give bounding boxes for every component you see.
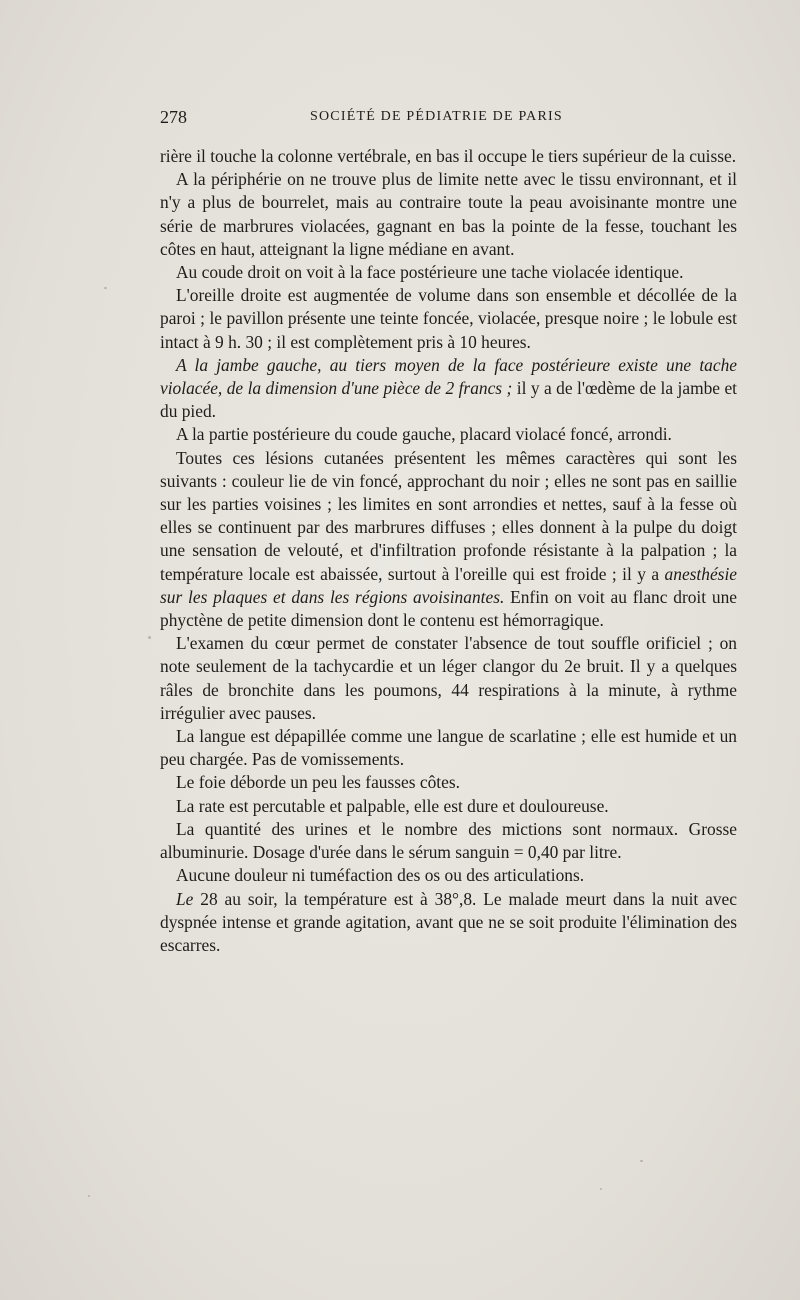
page-header: [160, 107, 737, 131]
text-run: 28 au soir, la température est à 38°,8. Le malade meurt dans la nuit avec dyspnée intense et grande agitation, avant que ne se soit produite l'élimination des escarres.: [160, 888, 737, 955]
text-run: L'oreille droite est augmentée de volume dans son ensemble et décollée de la paroi ; le pavillon présente une teinte foncée, violacée, presque noire ; le lobule est intact à 9 h. 30 ; il est complètement pris à 10 heures.: [160, 285, 737, 352]
paragraph: [160, 725, 737, 771]
text-run: il y a de l'œdème de la jambe et du pied.: [160, 378, 738, 422]
print-speck: [104, 287, 107, 289]
italic-run: anesthésie sur les plaques et dans les régions avoisinantes.: [160, 563, 737, 607]
print-speck: [148, 636, 151, 639]
italic-run: Le: [176, 888, 194, 909]
body-text: [160, 145, 737, 957]
paragraph: [160, 795, 737, 818]
text-run: Enfin on voit au flanc droit une phyctène de petite dimension dont le contenu est hémorragique.: [160, 586, 737, 631]
paragraph: [160, 771, 737, 794]
text-run: rière il touche la colonne vertébrale, en bas il occupe le tiers supérieur de la cuisse.: [160, 146, 737, 166]
paragraph: [160, 284, 737, 354]
paragraph: [160, 354, 737, 424]
text-run: L'examen du cœur permet de constater l'absence de tout souffle orificiel ; on note seulement de la tachycardie et un léger clangor du 2e bruit. Il y a quelques râles de bronchite dans les poumons, 44 respirations à la minute, à rythme irrégulier avec pauses.: [160, 633, 737, 723]
paragraph: [160, 168, 737, 261]
paragraph: [160, 447, 737, 633]
running-title: SOCIÉTÉ DE PÉDIATRIE DE PARIS: [310, 109, 563, 124]
text-run: A la partie postérieure du coude gauche, placard violacé foncé, arrondi.: [176, 424, 672, 445]
page-number: 278: [160, 107, 187, 127]
italic-run: A la jambe gauche, au tiers moyen de la face postérieure existe une tache violacée, de la dimension d'une pièce de 2 francs ;: [160, 354, 737, 399]
print-speck: [640, 1160, 643, 1162]
paragraph: [160, 423, 737, 446]
print-speck: [88, 1195, 90, 1197]
text-run: Aucune douleur ni tuméfaction des os ou des articulations.: [176, 865, 585, 886]
paragraph: [160, 145, 737, 168]
paragraph: [160, 261, 737, 284]
text-run: Au coude droit on voit à la face postérieure une tache violacée identique.: [176, 262, 684, 283]
text-run: La quantité des urines et le nombre des mictions sont normaux. Grosse albuminurie. Dosage d'urée dans le sérum sanguin = 0,40 par litre.: [160, 818, 737, 863]
text-run: La langue est dépapillée comme une langue de scarlatine ; elle est humide et un peu chargée. Pas de vomissements.: [160, 726, 737, 770]
text-run: Toutes ces lésions cutanées présentent les mêmes caractères qui sont les suivants : couleur lie de vin foncé, approchant du noir ; elles ne sont pas en saillie sur les parties voisines ; les limites en sont arrondies et nettes, sauf à la fesse où elles se continuent par des marbrures diffuses ; elles donnent à la pulpe du doigt une sensation de velouté, et d'infiltration profonde résistante à la palpation ; la température locale est abaissée, surtout à l'oreille qui est froide ; il y a: [160, 447, 737, 584]
paragraph: [160, 864, 737, 887]
paragraph: [160, 818, 737, 864]
text-run: La rate est percutable et palpable, elle est dure et douloureuse.: [176, 795, 609, 816]
print-speck: [600, 1188, 602, 1190]
paragraph: [160, 888, 737, 958]
text-run: Le foie déborde un peu les fausses côtes.: [176, 772, 460, 793]
paragraph: [160, 632, 737, 725]
text-run: A la périphérie on ne trouve plus de limite nette avec le tissu environnant, et il n'y a plus de bourrelet, mais au contraire toute la peau avoisinante montre une série de marbrures violacées, gagnant en bas la pointe de la fesse, touchant les côtes en haut, atteignant la ligne médiane en avant.: [160, 169, 737, 259]
